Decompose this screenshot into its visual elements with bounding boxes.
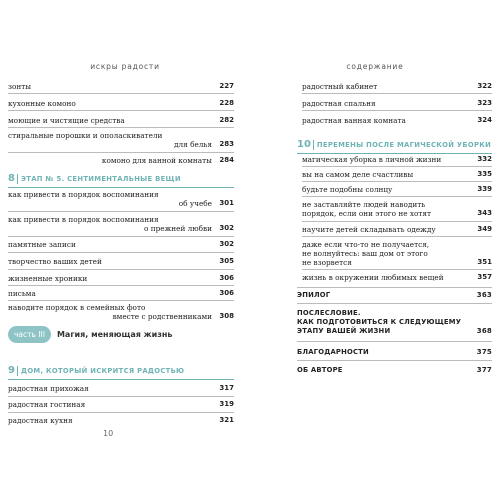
divider xyxy=(8,412,234,413)
divider xyxy=(302,110,492,111)
divider xyxy=(8,110,234,111)
divider xyxy=(302,181,492,182)
part-title: Магия, меняющая жизнь xyxy=(56,330,173,339)
divider xyxy=(297,303,492,304)
chapter-heading: 8 ЭТАП № 5. СЕНТИМЕНТАЛЬНЫЕ ВЕЩИ xyxy=(8,173,181,184)
toc-entry: ПОСЛЕСЛОВИЕ. КАК ПОДГОТОВИТЬСЯ К СЛЕДУЮЩЕМУ ЭТАПУ ВАШЕЙ ЖИЗНИ 368 xyxy=(297,309,492,335)
divider xyxy=(302,236,492,237)
toc-entry: вы на самом деле счастливы 335 xyxy=(302,170,492,179)
toc-entry: как привести в порядок воспоминания о прежней любви 302 xyxy=(8,215,234,233)
running-head: искры радости xyxy=(90,62,160,71)
toc-entry: радостная гостиная 319 xyxy=(8,400,234,409)
toc-entry: ЭПИЛОГ 363 xyxy=(297,291,492,299)
toc-entry: письма 306 xyxy=(8,289,234,298)
toc-entry: радостный кабинет 322 xyxy=(302,82,492,91)
divider xyxy=(297,287,492,288)
divider xyxy=(297,341,492,342)
heading-rule xyxy=(17,366,18,376)
chapter-heading: 9 ДОМ, КОТОРЫЙ ИСКРИТСЯ РАДОСТЬЮ xyxy=(8,365,185,376)
divider xyxy=(302,93,492,94)
divider xyxy=(297,360,492,361)
divider xyxy=(8,93,234,94)
toc-entry: магическая уборка в личной жизни 332 xyxy=(302,155,492,164)
toc-entry: радостная спальня 323 xyxy=(302,99,492,108)
toc-entry: зонты 227 xyxy=(8,82,234,91)
divider xyxy=(8,127,234,128)
toc-entry: как привести в порядок воспоминания об учебе 301 xyxy=(8,190,234,208)
toc-entry: ОБ АВТОРЕ 377 xyxy=(297,366,492,374)
toc-entry: даже если что-то не получается, не волнуйтесь: ваш дом от этого не взорвется 351 xyxy=(302,240,492,267)
part-label: часть III xyxy=(8,326,51,343)
running-head: содержание xyxy=(346,62,404,71)
toc-entry: жизненные хроники 306 xyxy=(8,274,234,283)
toc-entry: кухонные комоно 228 xyxy=(8,99,234,108)
heading-underline xyxy=(8,379,234,380)
toc-entry: моющие и чистящие средства 282 xyxy=(8,116,234,125)
chapter-heading: 10 ПЕРЕМЕНЫ ПОСЛЕ МАГИЧЕСКОЙ УБОРКИ xyxy=(297,139,492,150)
toc-entry: памятные записи 302 xyxy=(8,240,234,249)
toc-entry: не заставляйте людей наводить порядок, если они этого не хотят 343 xyxy=(302,200,492,218)
part-heading xyxy=(8,326,172,343)
page-number: 10 xyxy=(103,429,114,438)
divider xyxy=(302,166,492,167)
divider xyxy=(8,211,234,212)
toc-entry: будьте подобны солнцу 339 xyxy=(302,185,492,194)
divider xyxy=(8,236,234,237)
divider xyxy=(8,300,234,301)
toc-entry: жизнь в окружении любимых вещей 357 xyxy=(302,273,492,282)
toc-entry: творчество ваших детей 305 xyxy=(8,257,234,266)
toc-entry: наводите порядок в семейных фото вместе с родственниками 308 xyxy=(8,303,234,321)
divider xyxy=(8,269,234,270)
heading-rule xyxy=(17,174,18,184)
divider xyxy=(8,285,234,286)
heading-rule xyxy=(313,140,314,150)
divider xyxy=(302,196,492,197)
toc-entry: БЛАГОДАРНОСТИ 375 xyxy=(297,348,492,356)
divider xyxy=(302,221,492,222)
toc-entry: радостная ванная комната 324 xyxy=(302,116,492,125)
toc-entry: научите детей складывать одежду 349 xyxy=(302,225,492,234)
divider xyxy=(8,152,234,153)
divider xyxy=(8,396,234,397)
right-page xyxy=(250,0,500,500)
toc-entry: стиральные порошки и ополаскиватели для белья 283 xyxy=(8,131,234,149)
heading-underline xyxy=(8,187,234,188)
toc-entry: комоно для ванной комнаты 284 xyxy=(101,156,234,165)
heading-underline xyxy=(297,153,492,154)
toc-entry: радостная прихожая 317 xyxy=(8,384,234,393)
toc-entry: радостная кухня 321 xyxy=(8,416,234,425)
divider xyxy=(8,252,234,253)
divider xyxy=(302,269,492,270)
